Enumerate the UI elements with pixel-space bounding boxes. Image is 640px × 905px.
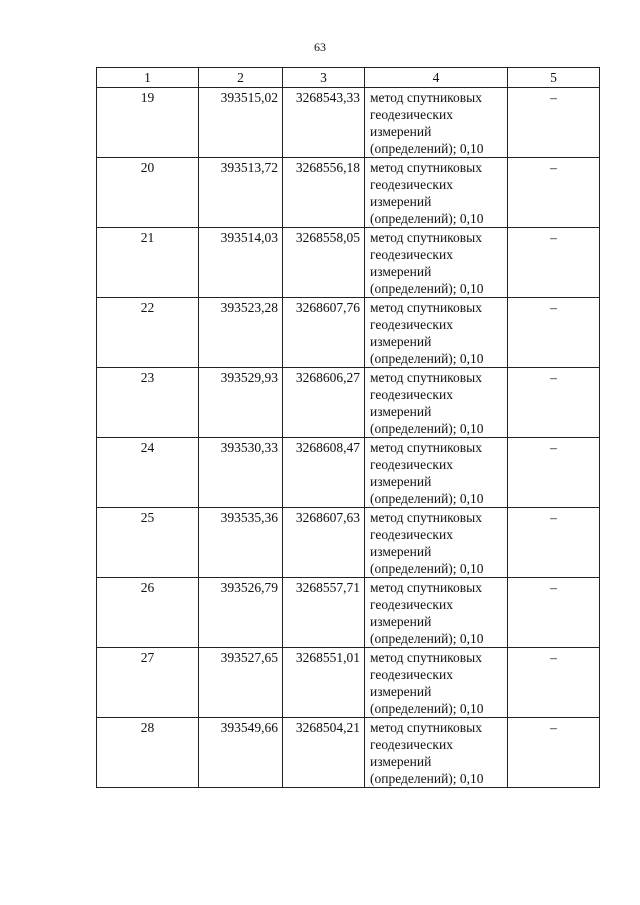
x-coordinate-cell: 393515,02 <box>199 88 283 158</box>
x-coordinate-cell: 393523,28 <box>199 298 283 368</box>
method-line: метод спутниковых <box>370 510 482 525</box>
note-cell: – <box>508 648 600 718</box>
method-line: метод спутниковых <box>370 90 482 105</box>
table-header-row <box>97 68 600 88</box>
point-number-cell: 22 <box>97 298 199 368</box>
method-line: измерений <box>370 614 432 629</box>
method-cell <box>365 578 508 648</box>
note-cell: – <box>508 88 600 158</box>
table-row <box>97 718 600 788</box>
point-number-cell: 28 <box>97 718 199 788</box>
table-body <box>97 88 600 788</box>
page-number: 63 <box>314 40 326 54</box>
note-cell: – <box>508 578 600 648</box>
point-number-cell: 24 <box>97 438 199 508</box>
point-number-cell: 20 <box>97 158 199 228</box>
note-cell: – <box>508 368 600 438</box>
method-line: геодезических <box>370 387 453 402</box>
table-row <box>97 508 600 578</box>
table-row <box>97 648 600 718</box>
method-line: измерений <box>370 474 432 489</box>
column-header-3: 3 <box>283 68 365 88</box>
y-coordinate-cell: 3268551,01 <box>283 648 365 718</box>
method-line: геодезических <box>370 317 453 332</box>
x-coordinate-cell: 393529,93 <box>199 368 283 438</box>
method-line: геодезических <box>370 667 453 682</box>
point-number-cell: 19 <box>97 88 199 158</box>
method-line: метод спутниковых <box>370 230 482 245</box>
x-coordinate-cell: 393530,33 <box>199 438 283 508</box>
note-cell: – <box>508 438 600 508</box>
point-number-cell: 25 <box>97 508 199 578</box>
x-coordinate-cell: 393526,79 <box>199 578 283 648</box>
method-line: метод спутниковых <box>370 720 482 735</box>
method-cell <box>365 648 508 718</box>
y-coordinate-cell: 3268607,76 <box>283 298 365 368</box>
x-coordinate-cell: 393527,65 <box>199 648 283 718</box>
note-cell: – <box>508 298 600 368</box>
method-line: измерений <box>370 124 432 139</box>
point-number-cell: 26 <box>97 578 199 648</box>
x-coordinate-cell: 393514,03 <box>199 228 283 298</box>
method-line: метод спутниковых <box>370 440 482 455</box>
method-line: измерений <box>370 404 432 419</box>
y-coordinate-cell: 3268556,18 <box>283 158 365 228</box>
x-coordinate-cell: 393513,72 <box>199 158 283 228</box>
y-coordinate-cell: 3268557,71 <box>283 578 365 648</box>
method-line: метод спутниковых <box>370 580 482 595</box>
method-cell <box>365 368 508 438</box>
table-row <box>97 368 600 438</box>
method-line: измерений <box>370 334 432 349</box>
column-header-5: 5 <box>508 68 600 88</box>
method-line: геодезических <box>370 247 453 262</box>
method-line: метод спутниковых <box>370 370 482 385</box>
method-line: (определений); 0,10 <box>370 631 484 646</box>
method-cell <box>365 228 508 298</box>
y-coordinate-cell: 3268607,63 <box>283 508 365 578</box>
method-cell <box>365 438 508 508</box>
y-coordinate-cell: 3268543,33 <box>283 88 365 158</box>
method-line: (определений); 0,10 <box>370 141 484 156</box>
method-line: геодезических <box>370 457 453 472</box>
note-cell: – <box>508 228 600 298</box>
note-cell: – <box>508 508 600 578</box>
table-row <box>97 298 600 368</box>
method-line: геодезических <box>370 177 453 192</box>
method-line: геодезических <box>370 737 453 752</box>
method-line: измерений <box>370 544 432 559</box>
y-coordinate-cell: 3268558,05 <box>283 228 365 298</box>
method-cell <box>365 298 508 368</box>
method-line: (определений); 0,10 <box>370 211 484 226</box>
method-line: (определений); 0,10 <box>370 491 484 506</box>
point-number-cell: 21 <box>97 228 199 298</box>
method-line: геодезических <box>370 527 453 542</box>
method-line: (определений); 0,10 <box>370 771 484 786</box>
method-line: метод спутниковых <box>370 300 482 315</box>
table-row <box>97 578 600 648</box>
method-cell <box>365 508 508 578</box>
method-line: (определений); 0,10 <box>370 281 484 296</box>
y-coordinate-cell: 3268608,47 <box>283 438 365 508</box>
column-header-4: 4 <box>365 68 508 88</box>
table-row <box>97 228 600 298</box>
method-line: (определений); 0,10 <box>370 561 484 576</box>
point-number-cell: 23 <box>97 368 199 438</box>
method-line: измерений <box>370 264 432 279</box>
method-line: измерений <box>370 194 432 209</box>
x-coordinate-cell: 393535,36 <box>199 508 283 578</box>
method-cell <box>365 158 508 228</box>
method-line: геодезических <box>370 107 453 122</box>
method-line: (определений); 0,10 <box>370 351 484 366</box>
table-row <box>97 88 600 158</box>
method-line: измерений <box>370 754 432 769</box>
table-row <box>97 158 600 228</box>
y-coordinate-cell: 3268606,27 <box>283 368 365 438</box>
method-line: метод спутниковых <box>370 650 482 665</box>
table-row <box>97 438 600 508</box>
method-line: метод спутниковых <box>370 160 482 175</box>
coordinates-table <box>96 67 600 788</box>
method-line: измерений <box>370 684 432 699</box>
method-line: (определений); 0,10 <box>370 421 484 436</box>
column-header-2: 2 <box>199 68 283 88</box>
point-number-cell: 27 <box>97 648 199 718</box>
note-cell: – <box>508 718 600 788</box>
method-line: геодезических <box>370 597 453 612</box>
note-cell: – <box>508 158 600 228</box>
method-line: (определений); 0,10 <box>370 701 484 716</box>
method-cell <box>365 718 508 788</box>
method-cell <box>365 88 508 158</box>
column-header-1: 1 <box>97 68 199 88</box>
y-coordinate-cell: 3268504,21 <box>283 718 365 788</box>
x-coordinate-cell: 393549,66 <box>199 718 283 788</box>
